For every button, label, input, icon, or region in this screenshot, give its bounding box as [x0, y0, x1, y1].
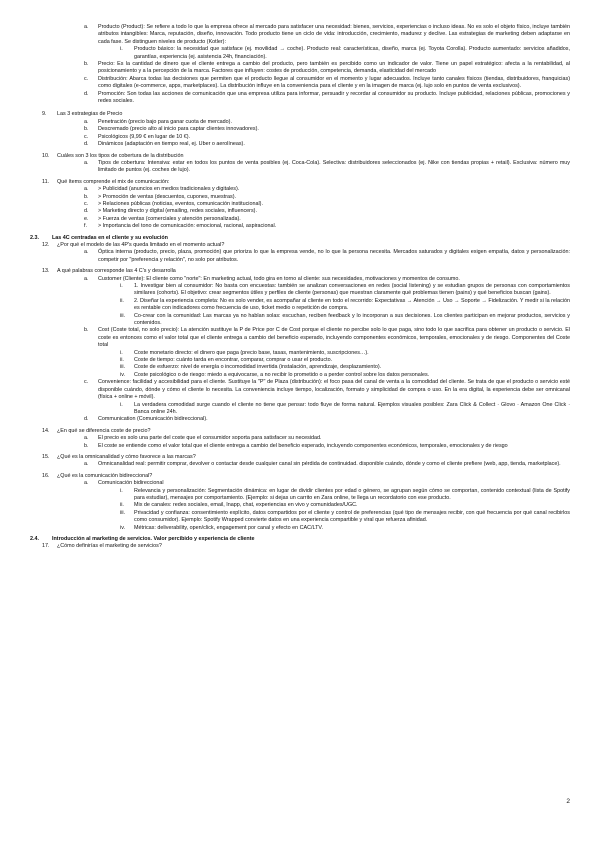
list-marker: ii.: [120, 297, 124, 304]
list-marker: 13.: [42, 268, 50, 275]
list-item: [30, 186, 570, 193]
list-item: [30, 364, 570, 371]
list-marker: a.: [84, 275, 89, 282]
item-text: Producto (Product): Se refiere a todo lo que la empresa ofrece al mercado para satisfacer una necesidad: bienes, servicios, experiencias o incluso ideas. No es solo el objeto físico, incluye también atributos intangibles: Marca, reputación, diseño, innovación. Todo producto tiene un ciclo de vida: introducción, crecimiento, madurez y declive. Las estrategias de marketing deben adaptarse en cada fase. Se distinguen niveles de producto (Kotler):: [98, 24, 570, 45]
list-marker: d.: [84, 141, 89, 148]
list-item: [30, 61, 570, 76]
question-item: [30, 111, 570, 118]
item-text: Distribución: Abarca todas las decisiones que permiten que el producto llegue al consumidor en el momento y lugar adecuados. Incluye tanto canales físicos (tiendas, distribuidores, franquicias) como digitales (e-commerce, apps, marketplaces). La distribución influye en la conveniencia para el cliente y en la imagen de marca (ej. lujo solo en puntos de venta exclusivos).: [98, 75, 570, 90]
list-item: [30, 134, 570, 141]
list-item: [30, 216, 570, 223]
list-marker: iii.: [120, 364, 126, 371]
list-item: [30, 46, 570, 61]
list-marker: e.: [84, 215, 89, 222]
item-text: Producto básico: la necesidad que satisface (ej. movilidad → coche). Producto real: características, diseño, marca (ej. Toyota Corolla). Producto aumentado: servicios añadidos, garantías, experiencia (ej. asistencia 24h, financiación).: [134, 46, 570, 60]
list-item: [30, 298, 570, 313]
item-text: Coste de tiempo: cuánto tarda en encontrar, comparar, comprar o usar el producto.: [134, 357, 333, 364]
list-marker: ii.: [120, 357, 124, 364]
item-text: Promoción: Son todas las acciones de comunicación que una empresa utiliza para informar, persuadir y recordar al consumidor su producto. Incluye publicidad, relaciones públicas, promociones y redes sociales.: [98, 90, 570, 105]
list-item: [30, 208, 570, 215]
list-marker: 12.: [42, 241, 50, 248]
item-text: El coste se entiende como el valor total que el cliente entrega a cambio del beneficio esperado, incluyendo componentes económicos, temporales, emocionales y de riesgo: [98, 442, 508, 449]
list-marker: a.: [84, 24, 89, 30]
item-text: Co-crear con la comunidad: Las marcas ya no hablan solas: escuchan, reciben feedback y lo incorporan a sus decisiones. Los clientes participan en mejorar productos, servicios y contenidos.: [134, 312, 570, 327]
item-text: Las 3 estrategias de Precio: [57, 111, 123, 118]
item-text: Coste de esfuerzo: nivel de energía o incomodidad invertida (instalación, aprendizaje, desplazamiento).: [134, 364, 382, 371]
item-text: Tipos de cobertura: Intensiva: estar en todos los puntos de venta posibles (ej. Coca-Cola). Selectiva: distribuidores seleccionados (ej. Nike con tiendas propias + retail). Exclusiva: número muy limitado de puntos (ej. coches de lujo).: [98, 159, 570, 174]
list-marker: b.: [84, 442, 89, 449]
list-item: [30, 223, 570, 230]
item-text: La verdadera comodidad surge cuando el cliente no tiene que pensar: todo fluye de forma natural. Ejemplos visuales posibles: Zara Click & Collect · Glovo · Amazon One Click · Banca online 24h.: [134, 401, 570, 415]
item-text: Cost (Coste total, no solo precio): La atención sustituye la P de Price por C de Cost porque el cliente no percibe solo lo que paga, sino todo lo que sacrifica para obtener un producto o servicio. El coste es entonces como el valor total que el cliente entrega a cambio del beneficio esperado, incluyendo componentes económicos, temporales, emocionales y de riesgo. Componentes del Coste total: [98, 327, 570, 349]
item-text: Descremado (precio alto al inicio para captar clientes innovadores).: [98, 126, 259, 133]
list-item: [30, 313, 570, 328]
list-item: [30, 357, 570, 364]
item-text: Coste monetario directo: el dinero que paga (precio base, tasas, mantenimiento, suscripciones…).: [134, 349, 369, 356]
list-marker: i.: [120, 283, 123, 289]
list-marker: 9.: [42, 111, 47, 118]
section-heading: [30, 536, 570, 543]
list-marker: c.: [84, 200, 89, 207]
list-item: [30, 435, 570, 442]
list-marker: c.: [84, 379, 89, 386]
list-item: [30, 76, 570, 91]
list-item: [30, 525, 570, 532]
question-item: [30, 454, 570, 461]
item-text: > Relaciones públicas (noticias, eventos, comunicación institucional).: [98, 200, 263, 207]
list-item: [30, 461, 570, 468]
item-text: ¿Cómo definirías el marketing de servicios?: [57, 543, 162, 550]
item-text: Privacidad y confianza: consentimiento explícito, datos compartidos por el cliente y control de preferencias (qué tipo de mensajes recibir, con qué frecuencia por qué canal recibirlos como consumidor). Ejemplo: Spotify Wrapped convierte datos en una experiencia compartible y viral que refuerza afinidad.: [134, 509, 570, 524]
item-text: A qué palabras corresponde las 4 C's y desarrolla: [57, 268, 176, 275]
list-marker: 10.: [42, 152, 50, 159]
item-text: Relevancia y personalización: Segmentación dinámica: en lugar de dividir clientes por edad o género, se agrupan según cómo se comportan, contenido contextual (lista de Spotify para estudiar), mensajes por comportamiento. (Ejemplo: si dejas un carrito en Zara online, te llega un recordatorio con ese producto.: [134, 487, 570, 501]
list-item: [30, 276, 570, 283]
list-marker: iii.: [120, 312, 126, 319]
question-item: [30, 428, 570, 435]
list-item: [30, 160, 570, 175]
item-text: 2. Diseñar la experiencia completa: No es solo vender, es acompañar al cliente en todo el recorrido: Expectativas → Atención → Uso → Soporte → Fidelización. Y medir si la relación es rentable con indicadores como frecuencia de uso, ticket medio o repetición de compra.: [134, 297, 570, 312]
list-marker: d.: [84, 90, 89, 97]
list-marker: 14.: [42, 427, 50, 434]
list-item: [30, 480, 570, 487]
list-marker: a.: [84, 118, 89, 125]
question-item: [30, 473, 570, 480]
list-marker: 15.: [42, 453, 50, 460]
list-item: [30, 510, 570, 525]
item-text: ¿Por qué el modelo de las 4P's queda limitado en el momento actual?: [57, 241, 225, 248]
item-text: Penetración (precio bajo para ganar cuota de mercado).: [98, 118, 232, 125]
item-text: > Publicidad (anuncios en medios tradicionales y digitales).: [98, 186, 240, 193]
item-text: Psicológicos (9,99 € en lugar de 10 €).: [98, 133, 190, 140]
list-item: [30, 416, 570, 423]
list-marker: a.: [84, 435, 89, 442]
item-text: Qué ítems comprende el mix de comunicación:: [57, 178, 170, 185]
list-marker: iv.: [120, 524, 125, 531]
item-text: Convenience: facilidad y accesibilidad para el cliente. Sustituye la "P" de Plaza (distribución): el foco pasa del canal de venta a la comodidad del cliente. Se trata de que el producto o servicio esté disponible cuándo, dónde y cómo el cliente lo necesita. La conveniencia incluye tiempo, localización, formato y simplicidad de compra o uso. En la era digital, la experiencia debe ser omnicanal (física + online + móvil).: [98, 379, 570, 401]
list-marker: a.: [84, 480, 89, 487]
list-marker: iii.: [120, 509, 126, 516]
list-item: [30, 502, 570, 509]
list-marker: 16.: [42, 472, 50, 479]
list-item: [30, 372, 570, 379]
list-item: [30, 379, 570, 401]
list-item: [30, 443, 570, 450]
item-text: Las 4C centradas en el cliente y su evolución: [52, 234, 168, 241]
list-item: [30, 24, 570, 46]
item-text: Comunicación bidireccional: [98, 480, 164, 487]
list-marker: a.: [84, 461, 89, 468]
list-item: [30, 402, 570, 417]
list-marker: b.: [84, 61, 89, 68]
list-marker: i.: [120, 401, 123, 408]
list-marker: f.: [84, 223, 87, 230]
list-marker: a.: [84, 249, 89, 256]
list-item: [30, 488, 570, 503]
list-item: [30, 194, 570, 201]
list-marker: d.: [84, 416, 89, 423]
list-marker: i.: [120, 487, 123, 494]
item-text: > Marketing directo y digital (emailing, redes sociales, influencers).: [98, 208, 257, 215]
item-text: > Fuerza de ventas (comerciales y atención personalizada).: [98, 215, 241, 222]
list-item: [30, 91, 570, 106]
list-marker: 2.3.: [30, 234, 39, 241]
list-marker: d.: [84, 208, 89, 215]
list-marker: i.: [120, 46, 123, 53]
list-marker: c.: [84, 75, 89, 82]
item-text: ¿En qué se diferencia coste de precio?: [57, 427, 151, 434]
list-marker: a.: [84, 159, 89, 166]
list-marker: a.: [84, 186, 89, 193]
question-item: [30, 543, 570, 550]
list-item: [30, 350, 570, 357]
item-text: Introducción al marketing de servicios. Valor percibido y experiencia de cliente: [52, 536, 255, 542]
list-marker: iv.: [120, 371, 125, 378]
item-text: ¿Qué es la omnicanalidad y cómo favorece a las marcas?: [57, 453, 196, 460]
list-item: [30, 201, 570, 208]
list-marker: b.: [84, 193, 89, 200]
item-text: Coste psicológico o de riesgo: miedo a equivocarse, a no recibir lo prometido o a perder control sobre los datos personales.: [134, 371, 430, 378]
list-item: [30, 141, 570, 148]
document-body: [30, 24, 570, 551]
list-marker: c.: [84, 133, 89, 140]
list-marker: 11.: [42, 178, 50, 185]
list-marker: b.: [84, 327, 89, 334]
item-text: Métricas: deliverability, open/click, engagement por canal y efecto en CAC/LTV.: [134, 524, 323, 531]
question-item: [30, 153, 570, 160]
item-text: Communication (Comunicación bidireccional).: [98, 416, 208, 423]
question-item: [30, 179, 570, 186]
item-text: Mix de canales: redes sociales, email, Inapp, chat, experiencias en vivo y comunidades/UGC.: [134, 502, 358, 509]
item-text: Omnicanalidad real: permitir comprar, devolver o contactar desde cualquier canal sin pérdida de continuidad. disponible cuándo, dónde y como el cliente prefiere (web, app, tienda, marketplace).: [98, 461, 561, 468]
list-marker: 17.: [42, 543, 50, 550]
list-item: [30, 283, 570, 298]
list-item: [30, 126, 570, 133]
item-text: Cuáles son 3 los tipos de cobertura de la distribución: [57, 152, 184, 159]
list-item: [30, 327, 570, 349]
item-text: Customer (Cliente): El cliente como "norte": En marketing actual, todo gira en torno al cliente: sus necesidades, motivaciones y momentos de consumo.: [98, 275, 460, 282]
item-text: > Promoción de ventas (descuentos, cupones, muestras).: [98, 193, 236, 200]
list-marker: i.: [120, 349, 123, 356]
item-text: Precio: Es la cantidad de dinero que el cliente entrega a cambio del producto, pero también es percibido como un indicador de valor. Tiene un papel estratégico: afecta a la rentabilidad, al posicionamiento y a la percepción de la marca. Factores que influyen: costes de producción, competencia, demanda, elasticidad del mercado: [98, 61, 570, 75]
item-text: Dinámicos (adaptación en tiempo real, ej. Uber o aerolíneas).: [98, 141, 245, 148]
list-marker: ii.: [120, 502, 124, 509]
item-text: Óptica interna (producto, precio, plaza, promoción) que prioriza lo que la empresa vende, no lo que la persona necesita. Mercados saturados y digitales exigen empatía, datos y personalización: competir por "preferencia y relación", no solo por atributos.: [98, 249, 570, 263]
page-number: 2: [566, 798, 570, 805]
list-marker: b.: [84, 126, 89, 133]
list-item: [30, 249, 570, 264]
item-text: El precio es solo una parte del coste que el consumidor soporta para satisfacer su necesidad.: [98, 435, 322, 442]
item-text: > Importancia del tono de comunicación: emocional, racional, aspiracional.: [98, 223, 277, 230]
list-item: [30, 119, 570, 126]
item-text: ¿Qué es la comunicación bidireccional?: [57, 472, 153, 479]
section-heading: [30, 235, 570, 242]
item-text: 1. Investigar bien al consumidor: No basta con encuestas: también se analizan conversaciones en redes (social listening) y se estudian grupos de personas con comportamientos similares (cohorts). El objetivo: crear segmentos útiles y perfiles de cliente (personas) que muestran claramente qué problemas tienen (pains) y qué beneficios buscan (gains).: [134, 283, 570, 297]
question-item: [30, 268, 570, 275]
list-marker: 2.4.: [30, 536, 39, 542]
